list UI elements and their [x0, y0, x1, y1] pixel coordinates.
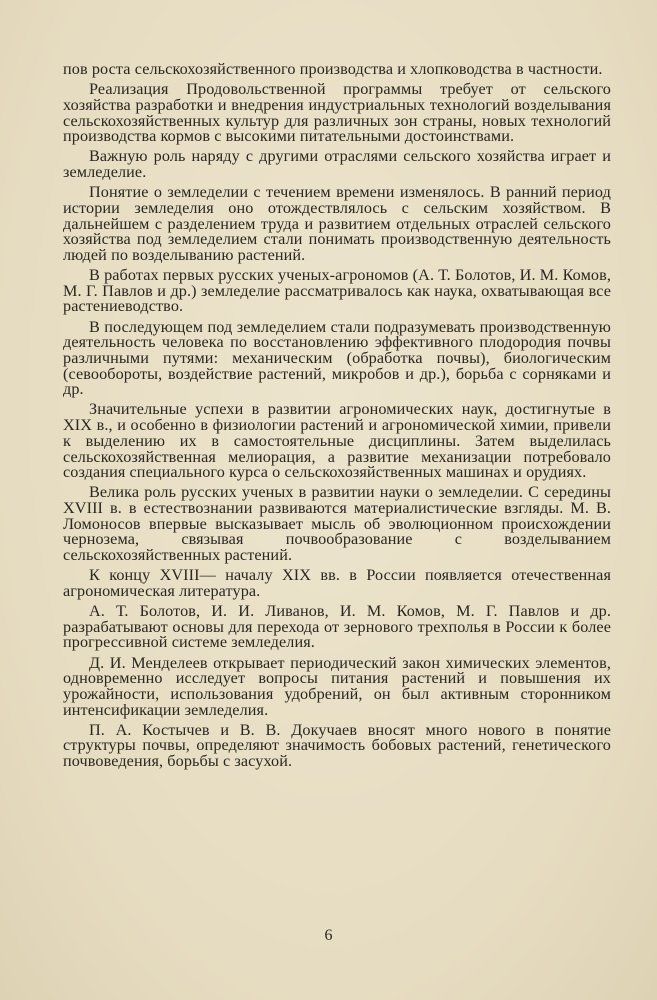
paragraph: Понятие о земледелии с течением времени изменялось. В ранний период истории земледелия оно отождествлялось с сельским хозяйством. В дальнейшем с разделением труда и развитием отдельных отраслей сельского хозяйства под земледелием стали понимать производственную деятельность людей по возделыванию растений.: [63, 183, 611, 264]
paragraph: Значительные успехи в развитии агрономических наук, достигнутые в XIX в., и особенно в физиологии растений и агрономической химии, привели к выделению их в самостоятельные дисциплины. Затем выделилась сельскохозяйственная мелиорация, а развитие механизации потребовало создания специального курса о сельскохозяйственных машинах и орудиях.: [63, 400, 611, 482]
paragraph: К концу XVIII— началу XIX вв. в России появляется отечественная агрономическая литература.: [63, 566, 611, 600]
paragraph: Важную роль наряду с другими отраслями сельского хозяйства играет и земледелие.: [63, 147, 611, 181]
page-number: 6: [324, 927, 333, 944]
paragraph: Реализация Продовольственной программы требует от сельского хозяйства разработки и внедрения индустриальных технологий возделывания сельскохозяйственных культур для различных зон страны, новых технологий производства кормов с высокими питательными достоинствами.: [63, 80, 611, 146]
body-text: [63, 62, 611, 774]
paragraph: А. Т. Болотов, И. И. Ливанов, И. М. Комов, М. Г. Павлов и др. разрабатывают основы для перехода от зернового трехполья в России к более прогрессивной системе земледелия.: [63, 602, 611, 652]
paragraph: Велика роль русских ученых в развитии науки о земледелии. С середины XVIII в. в естествознании развиваются материалистические взгляды. М. В. Ломоносов впервые высказывает мысль об эволюционном происхождении чернозема, связывая почвообразование с возделыванием сельскохозяйственных растений.: [63, 483, 611, 565]
paragraph: Д. И. Менделеев открывает периодический закон химических элементов, одновременно исследует вопросы питания растений и повышения их урожайности, использования удобрений, он был активным сторонником интенсификации земледелия.: [63, 653, 611, 719]
paragraph: В последующем под земледелием стали подразумевать производственную деятельность человека по восстановлению эффективного плодородия почвы различными путями: механическим (обработка почвы), биологическим (севообороты, воздействие растений, микробов и др.), борьба с сорняками и др.: [63, 317, 611, 399]
paragraph: В работах первых русских ученых-агрономов (А. Т. Болотов, И. М. Комов, М. Г. Павлов и др.) земледелие рассматривалось как наука, охватывающая все растениеводство.: [63, 266, 611, 316]
paragraph: П. А. Костычев и В. В. Докучаев вносят много нового в понятие структуры почвы, определяют значимость бобовых растений, генетического почвоведения, борьбы с засухой.: [63, 720, 611, 771]
paragraph-continuation: пов роста сельскохозяйственного производства и хлопководства в частности.: [63, 60, 603, 78]
